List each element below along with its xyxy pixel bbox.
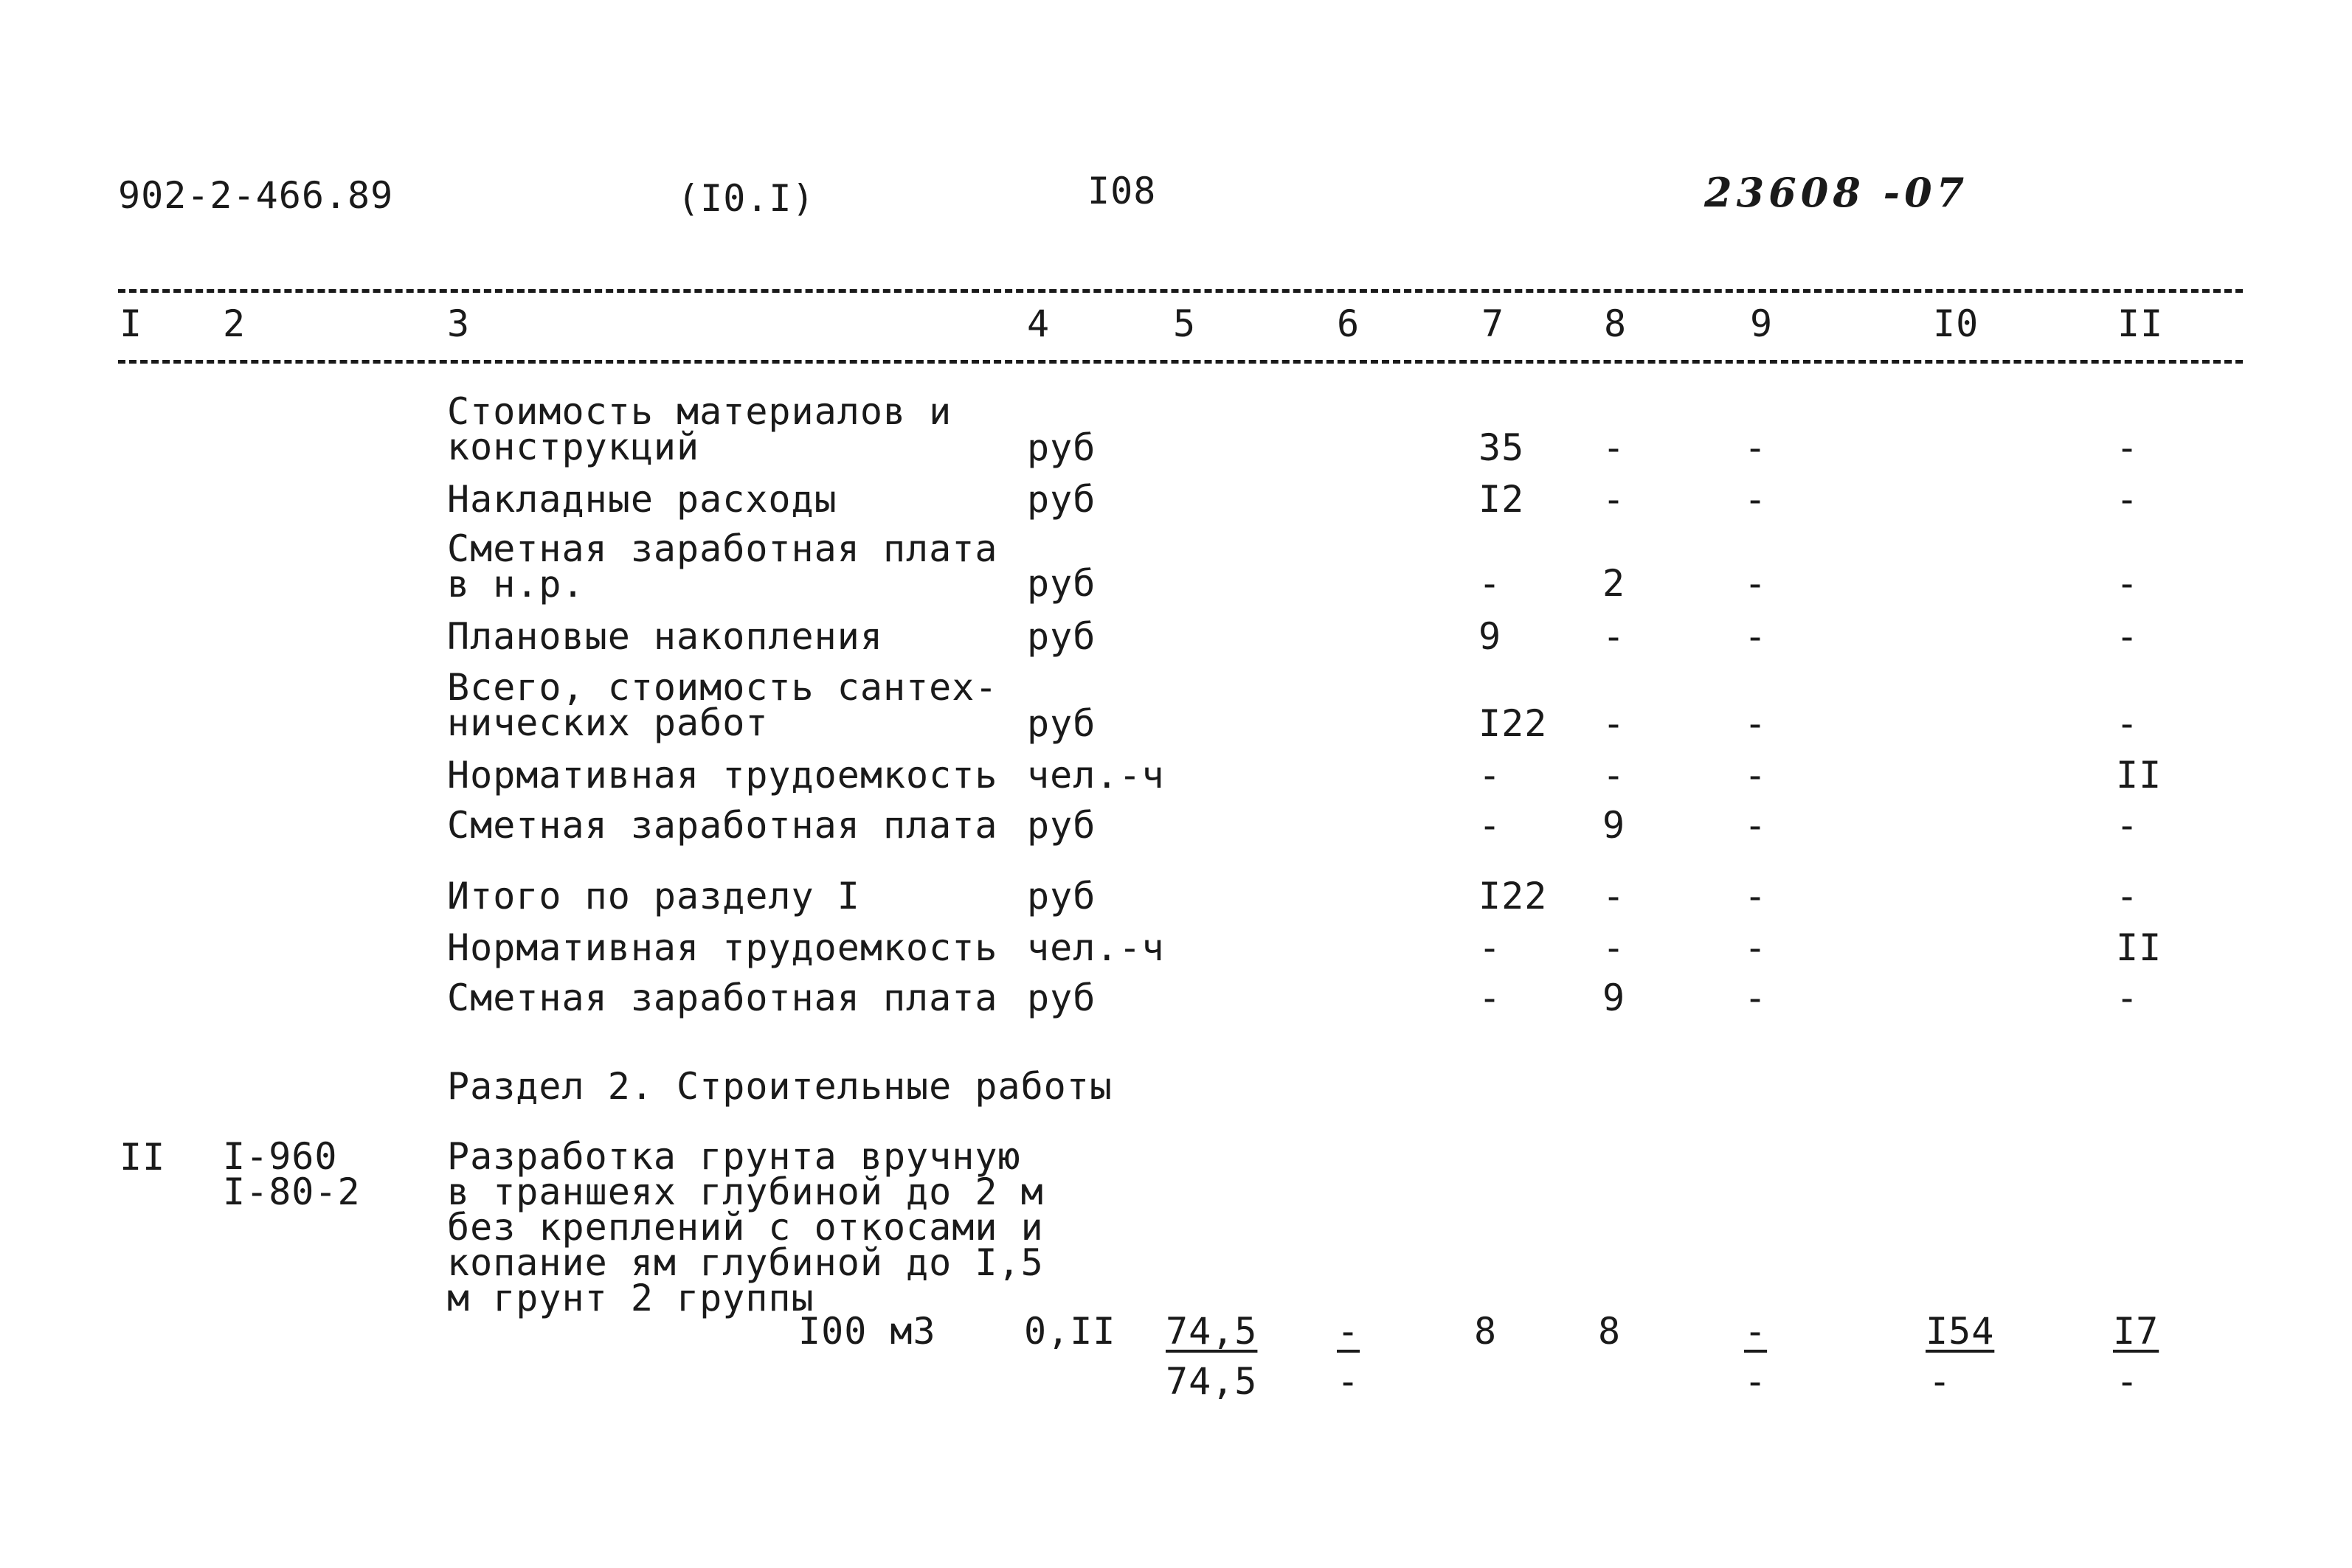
item-description: Разработка грунта вручную в траншеях глубиной до 2 м без креплений с откосами и копание ям глубиной до I,5 м грунт 2 группы	[447, 1135, 1044, 1319]
col-9-header: 9	[1750, 302, 1774, 345]
row-col7: I22	[1478, 875, 1548, 917]
row-description: Накладные расходы	[447, 478, 837, 521]
row-description: Итого по разделу I	[447, 875, 860, 917]
row-description: Сметная заработная плата	[447, 804, 998, 847]
row-unit: руб	[1027, 804, 1096, 847]
row-col11: -	[2116, 615, 2140, 658]
row-col8: -	[1602, 754, 1626, 797]
row-col9: -	[1744, 702, 1768, 745]
row-unit: чел.-ч	[1027, 754, 1165, 797]
row-unit: руб	[1027, 615, 1096, 658]
header-top-rule	[118, 289, 2243, 293]
item-col8: 8	[1598, 1310, 1622, 1353]
item-col6-bottom: -	[1337, 1360, 1360, 1403]
row-col9: -	[1744, 562, 1768, 605]
row-unit: чел.-ч	[1027, 926, 1165, 969]
col-5-header: 5	[1173, 302, 1197, 345]
row-col11: -	[2116, 702, 2140, 745]
row-col8: -	[1602, 478, 1626, 521]
row-unit: руб	[1027, 976, 1096, 1019]
col-3-header: 3	[447, 302, 471, 345]
row-col7: -	[1478, 804, 1502, 847]
row-col9: -	[1744, 754, 1768, 797]
row-description: Сметная заработная плата в н.р.	[447, 527, 998, 606]
row-col9: -	[1744, 926, 1768, 969]
row-col7: I2	[1478, 478, 1525, 521]
row-col11: -	[2116, 562, 2140, 605]
header-bottom-rule	[118, 360, 2243, 364]
document-code: 902-2-466.89	[118, 174, 394, 217]
item-col11-top: I7	[2113, 1310, 2159, 1353]
page-number: I08	[1087, 170, 1157, 212]
row-col11: -	[2116, 426, 2140, 469]
item-number: II	[120, 1136, 166, 1179]
row-unit: руб	[1027, 426, 1096, 469]
row-col7: -	[1478, 976, 1502, 1019]
row-col9: -	[1744, 875, 1768, 917]
col-10-header: I0	[1933, 302, 1979, 345]
handwritten-number: 23608 -07	[1704, 169, 1969, 216]
row-col11: II	[2116, 754, 2162, 797]
item-col5-top: 74,5	[1166, 1310, 1258, 1353]
row-col9: -	[1744, 976, 1768, 1019]
col-2-header: 2	[223, 302, 246, 345]
row-unit: руб	[1027, 562, 1096, 605]
item-col10-bottom: -	[1929, 1360, 1952, 1403]
col-1-header: I	[120, 302, 143, 345]
section-2-title: Раздел 2. Строительные работы	[447, 1065, 1113, 1108]
row-col9: -	[1744, 478, 1768, 521]
row-col7: -	[1478, 562, 1502, 605]
row-col9: -	[1744, 615, 1768, 658]
col-6-header: 6	[1337, 302, 1360, 345]
row-col9: -	[1744, 426, 1768, 469]
row-col7: -	[1478, 926, 1502, 969]
row-col7: I22	[1478, 702, 1548, 745]
row-unit: руб	[1027, 478, 1096, 521]
item-unit: I00 м3	[798, 1310, 936, 1353]
col-8-header: 8	[1604, 302, 1628, 345]
row-description: Всего, стоимость сантех- нических работ	[447, 666, 998, 744]
item-codes: I-960 I-80-2	[223, 1135, 361, 1213]
row-description: Сметная заработная плата	[447, 976, 998, 1019]
row-description: Стоимость материалов и конструкций	[447, 390, 952, 468]
row-col7: 35	[1478, 426, 1525, 469]
row-col7: -	[1478, 754, 1502, 797]
item-quantity: 0,II	[1024, 1310, 1116, 1353]
row-col8: -	[1602, 615, 1626, 658]
section-number: (I0.I)	[677, 177, 815, 220]
row-col11: -	[2116, 976, 2140, 1019]
row-unit: руб	[1027, 875, 1096, 917]
row-col11: -	[2116, 804, 2140, 847]
row-description: Нормативная трудоемкость	[447, 926, 998, 969]
item-col9-top: -	[1744, 1310, 1768, 1353]
row-description: Плановые накопления	[447, 615, 883, 658]
col-11-header: II	[2117, 302, 2164, 345]
row-col8: 9	[1602, 804, 1626, 847]
item-col9-bottom: -	[1744, 1360, 1768, 1403]
row-col8: -	[1602, 926, 1626, 969]
row-col9: -	[1744, 804, 1768, 847]
item-col7: 8	[1474, 1310, 1498, 1353]
row-col8: 9	[1602, 976, 1626, 1019]
row-col7: 9	[1478, 615, 1502, 658]
row-col8: -	[1602, 702, 1626, 745]
row-description: Нормативная трудоемкость	[447, 754, 998, 797]
item-col6-top: -	[1337, 1310, 1360, 1353]
item-col5-bottom: 74,5	[1166, 1360, 1258, 1403]
item-col11-bottom: -	[2116, 1360, 2140, 1403]
row-col11: -	[2116, 875, 2140, 917]
col-7-header: 7	[1481, 302, 1505, 345]
row-col8: 2	[1602, 562, 1626, 605]
row-unit: руб	[1027, 702, 1096, 745]
row-col8: -	[1602, 875, 1626, 917]
row-col11: -	[2116, 478, 2140, 521]
item-col10-top: I54	[1926, 1310, 1995, 1353]
row-col8: -	[1602, 426, 1626, 469]
col-4-header: 4	[1027, 302, 1051, 345]
row-col11: II	[2116, 926, 2162, 969]
